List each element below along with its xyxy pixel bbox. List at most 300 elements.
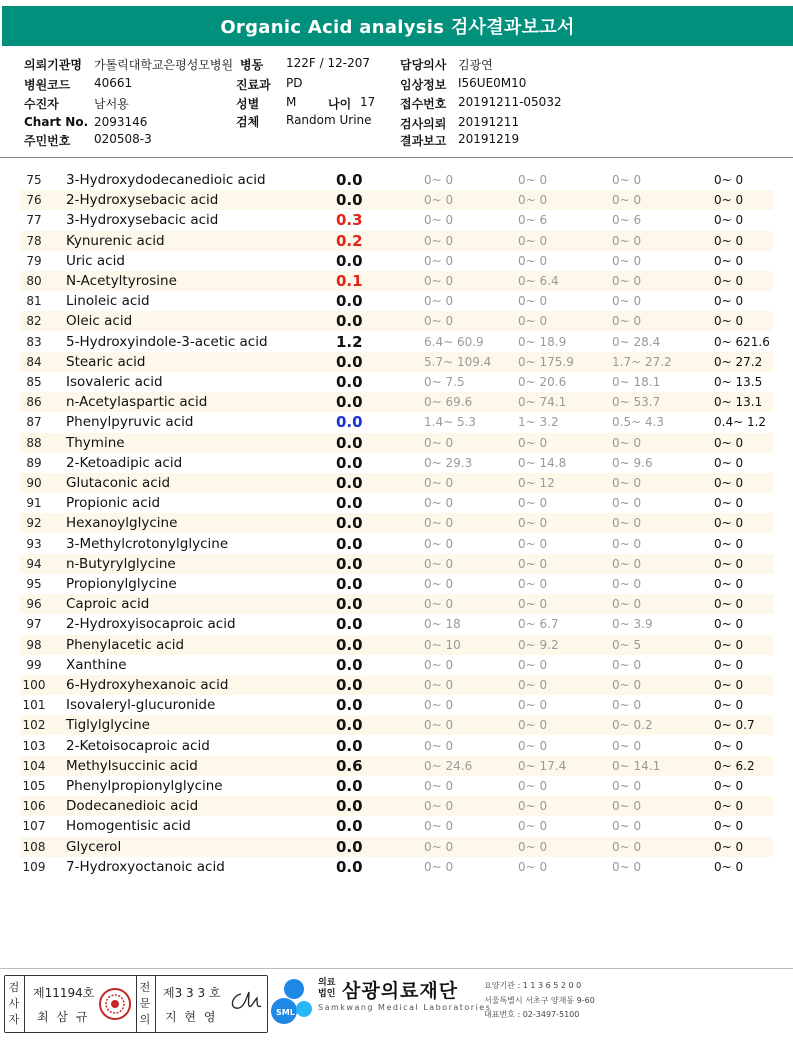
reference-range-4: 0~ 0 bbox=[714, 455, 744, 470]
reference-range-4: 0~ 0 bbox=[714, 314, 744, 329]
reference-range-4: 0~ 0 bbox=[714, 678, 744, 692]
reference-range-1: 0~ 29.3 bbox=[424, 455, 473, 470]
analyte-name: n-Butyrylglycine bbox=[66, 555, 176, 572]
patient-value: 남서용 bbox=[94, 97, 129, 111]
reference-range-3: 0~ 0 bbox=[612, 657, 642, 672]
result-value: 0.0 bbox=[336, 716, 363, 735]
result-row bbox=[20, 513, 773, 533]
result-row bbox=[20, 473, 773, 493]
reference-range-4: 0~ 0 bbox=[714, 637, 744, 652]
analyte-name: Phenylpyruvic acid bbox=[66, 414, 194, 431]
reference-range-4: 0~ 0 bbox=[714, 799, 744, 814]
result-number: 107 bbox=[22, 819, 46, 834]
result-row bbox=[20, 190, 773, 210]
reference-range-2: 1~ 3.2 bbox=[518, 415, 559, 430]
result-row bbox=[20, 231, 773, 251]
result-number: 96 bbox=[26, 597, 42, 612]
reference-range-1: 0~ 0 bbox=[424, 213, 454, 228]
reference-range-4: 0~ 0 bbox=[714, 859, 744, 874]
analyte-name: 2-Hydroxysebacic acid bbox=[66, 192, 219, 209]
reference-range-4: 0~ 0 bbox=[714, 839, 744, 854]
reference-range-4: 0~ 621.6 bbox=[714, 334, 770, 349]
analyte-name: Homogentisic acid bbox=[66, 818, 191, 835]
result-number: 79 bbox=[26, 253, 42, 268]
analyte-name: 3-Hydroxysebacic acid bbox=[66, 212, 219, 229]
divider bbox=[24, 976, 25, 1032]
dept-value: PD bbox=[286, 76, 303, 90]
result-number: 86 bbox=[26, 395, 42, 410]
result-value: 0.0 bbox=[336, 433, 363, 452]
seal-icon bbox=[97, 984, 133, 1024]
result-row bbox=[20, 433, 773, 453]
ward-value: 122F / 12-207 bbox=[286, 56, 370, 70]
analyte-name: 3-Methylcrotonylglycine bbox=[66, 535, 229, 552]
analyte-name: Dodecanedioic acid bbox=[66, 798, 199, 815]
result-row bbox=[20, 210, 773, 230]
report-title: Organic Acid analysis 검사결과보고서 bbox=[2, 6, 793, 46]
report-date: 20191219 bbox=[458, 132, 520, 146]
analyte-name: Phenylpropionylglycine bbox=[66, 778, 223, 794]
analyte-name: Glycerol bbox=[66, 838, 122, 855]
reference-range-1: 0~ 0 bbox=[424, 597, 454, 612]
result-row bbox=[20, 655, 773, 675]
reference-range-4: 0~ 13.5 bbox=[714, 375, 763, 389]
reference-range-2: 0~ 0 bbox=[518, 718, 548, 733]
chart-no-value: 2093146 bbox=[94, 115, 148, 129]
analyte-name: Propionic acid bbox=[66, 495, 161, 512]
reference-range-2: 0~ 0 bbox=[518, 577, 548, 591]
analyte-name: N-Acetyltyrosine bbox=[66, 273, 177, 289]
result-row bbox=[20, 594, 773, 614]
org-phone: 대표번호 : 02-3497-5100 bbox=[484, 1010, 580, 1019]
request-label: 검사의뢰 bbox=[400, 117, 447, 131]
reference-range-1: 0~ 18 bbox=[424, 617, 461, 632]
reference-range-4: 0~ 0 bbox=[714, 738, 744, 753]
reference-range-4: 0~ 0 bbox=[714, 819, 744, 834]
reference-range-2: 0~ 0 bbox=[518, 516, 548, 531]
analyte-name: Glutaconic acid bbox=[66, 475, 171, 491]
result-value: 0.0 bbox=[336, 413, 363, 432]
reference-range-2: 0~ 6.4 bbox=[518, 274, 559, 288]
result-number: 106 bbox=[22, 799, 46, 814]
result-row bbox=[20, 453, 773, 473]
reference-range-3: 0~ 3.9 bbox=[612, 617, 653, 632]
analyte-name: 3-Hydroxydodecanedioic acid bbox=[66, 172, 266, 188]
reference-range-1: 0~ 0 bbox=[424, 779, 454, 793]
reference-range-2: 0~ 9.2 bbox=[518, 637, 559, 652]
result-row bbox=[20, 796, 773, 816]
result-number: 101 bbox=[22, 698, 46, 713]
analyte-name: Uric acid bbox=[66, 252, 125, 269]
reference-range-3: 0.5~ 4.3 bbox=[612, 415, 665, 430]
reference-range-2: 0~ 0 bbox=[518, 819, 548, 834]
reference-range-1: 0~ 0 bbox=[424, 657, 454, 672]
doctor-label: 담당의사 bbox=[400, 58, 447, 72]
reference-range-3: 0~ 0 bbox=[612, 253, 642, 268]
specimen-value: Random Urine bbox=[286, 113, 372, 127]
reference-range-3: 0~ 0 bbox=[612, 476, 642, 490]
patient-label: 수진자 bbox=[24, 97, 59, 111]
specialist-label: 전문의 bbox=[139, 981, 151, 1026]
reference-range-1: 0~ 0 bbox=[424, 193, 454, 208]
result-number: 84 bbox=[26, 354, 42, 369]
specimen-label: 검체 bbox=[236, 115, 260, 129]
reference-range-4: 0~ 0 bbox=[714, 274, 744, 288]
result-row bbox=[20, 756, 773, 776]
reference-range-3: 0~ 0 bbox=[612, 799, 642, 814]
reference-range-2: 0~ 0 bbox=[518, 698, 548, 713]
analyte-name: Stearic acid bbox=[66, 353, 146, 370]
result-number: 98 bbox=[26, 637, 42, 652]
examiner-name: 최 삼 규 bbox=[37, 1010, 90, 1024]
institution-value: 가톨릭대학교은평성모병원 bbox=[94, 58, 234, 72]
analyte-name: Isovaleric acid bbox=[66, 374, 163, 390]
reference-range-2: 0~ 6.7 bbox=[518, 617, 559, 632]
result-number: 88 bbox=[26, 435, 42, 450]
reference-range-3: 0~ 14.1 bbox=[612, 758, 661, 773]
reference-range-3: 0~ 0.2 bbox=[612, 718, 653, 733]
result-value: 0.0 bbox=[336, 837, 363, 856]
reference-range-4: 0~ 0 bbox=[714, 193, 744, 208]
result-value: 0.0 bbox=[336, 251, 363, 270]
org-english-name: Samkwang Medical Laboratories bbox=[318, 1003, 492, 1012]
reference-range-4: 0~ 27.2 bbox=[714, 354, 763, 369]
reference-range-2: 0~ 0 bbox=[518, 779, 548, 793]
analyte-name: Isovaleryl-glucuronide bbox=[66, 697, 216, 714]
result-row bbox=[20, 635, 773, 655]
reference-range-2: 0~ 20.6 bbox=[518, 375, 567, 389]
reference-range-1: 0~ 0 bbox=[424, 435, 454, 450]
reference-range-3: 0~ 53.7 bbox=[612, 395, 661, 410]
divider bbox=[155, 976, 156, 1032]
result-row bbox=[20, 392, 773, 412]
reference-range-2: 0~ 0 bbox=[518, 314, 548, 329]
analyte-name: Phenylacetic acid bbox=[66, 636, 185, 653]
result-number: 105 bbox=[22, 779, 46, 793]
result-value: 0.0 bbox=[336, 171, 363, 189]
result-value: 0.6 bbox=[336, 756, 363, 775]
analyte-name: Xanthine bbox=[66, 656, 127, 673]
reference-range-2: 0~ 0 bbox=[518, 597, 548, 612]
reference-range-3: 0~ 0 bbox=[612, 435, 642, 450]
result-row bbox=[20, 170, 773, 190]
reference-range-1: 0~ 0 bbox=[424, 556, 454, 571]
reference-range-2: 0~ 0 bbox=[518, 496, 548, 511]
result-row bbox=[20, 493, 773, 513]
reference-range-3: 0~ 0 bbox=[612, 516, 642, 531]
result-number: 77 bbox=[26, 213, 42, 228]
reference-range-2: 0~ 18.9 bbox=[518, 334, 567, 349]
receipt-no-label: 접수번호 bbox=[400, 97, 447, 111]
reference-range-4: 0~ 0 bbox=[714, 556, 744, 571]
hospital-code-value: 40661 bbox=[94, 76, 133, 90]
reference-range-3: 0~ 0 bbox=[612, 274, 642, 288]
result-value: 0.0 bbox=[336, 292, 363, 311]
reference-range-1: 0~ 0 bbox=[424, 476, 454, 490]
reference-range-2: 0~ 0 bbox=[518, 556, 548, 571]
result-value: 0.3 bbox=[336, 211, 363, 230]
result-number: 81 bbox=[26, 294, 42, 309]
result-row bbox=[20, 614, 773, 634]
reference-range-3: 0~ 18.1 bbox=[612, 375, 661, 389]
result-row bbox=[20, 251, 773, 271]
result-value: 0.0 bbox=[336, 352, 363, 371]
reference-range-1: 0~ 0 bbox=[424, 516, 454, 531]
result-row bbox=[20, 372, 773, 392]
reference-range-3: 0~ 5 bbox=[612, 637, 642, 652]
header-divider bbox=[0, 157, 793, 158]
result-number: 76 bbox=[26, 193, 42, 208]
reference-range-1: 0~ 0 bbox=[424, 173, 454, 187]
result-value: 0.0 bbox=[336, 655, 363, 674]
reference-range-1: 0~ 0 bbox=[424, 718, 454, 733]
age-value: 17 bbox=[360, 95, 376, 109]
result-number: 83 bbox=[26, 334, 42, 349]
specialist-license: 제3 3 3 호 bbox=[163, 986, 221, 1000]
reference-range-1: 0~ 0 bbox=[424, 536, 454, 551]
reference-range-2: 0~ 0 bbox=[518, 173, 548, 187]
analyte-name: Tiglylglycine bbox=[66, 717, 150, 734]
reference-range-2: 0~ 0 bbox=[518, 839, 548, 854]
result-value: 0.0 bbox=[336, 736, 363, 755]
reference-range-4: 0~ 0 bbox=[714, 698, 744, 713]
reference-range-1: 0~ 0 bbox=[424, 496, 454, 511]
analyte-name: n-Acetylaspartic acid bbox=[66, 394, 208, 411]
reference-range-3: 0~ 0 bbox=[612, 819, 642, 834]
result-number: 82 bbox=[26, 314, 42, 329]
reference-range-1: 0~ 0 bbox=[424, 799, 454, 814]
result-number: 93 bbox=[26, 536, 42, 551]
reference-range-4: 0~ 0 bbox=[714, 516, 744, 531]
reference-range-3: 0~ 0 bbox=[612, 859, 642, 874]
reference-range-1: 0~ 0 bbox=[424, 253, 454, 268]
reference-range-2: 0~ 0 bbox=[518, 294, 548, 309]
id-label: 주민번호 bbox=[24, 134, 71, 148]
analyte-name: Kynurenic acid bbox=[66, 232, 165, 249]
org-institution-code: 요양기관 : 1 1 3 6 5 2 0 0 bbox=[484, 981, 582, 990]
result-value: 1.2 bbox=[336, 332, 363, 351]
reference-range-2: 0~ 0 bbox=[518, 193, 548, 208]
reference-range-3: 0~ 0 bbox=[612, 839, 642, 854]
result-number: 94 bbox=[26, 556, 42, 571]
result-number: 109 bbox=[22, 859, 46, 874]
signature-box bbox=[4, 975, 268, 1033]
result-row bbox=[20, 837, 773, 857]
result-value: 0.0 bbox=[336, 696, 363, 715]
reference-range-4: 0~ 6.2 bbox=[714, 758, 755, 773]
reference-range-2: 0~ 74.1 bbox=[518, 395, 567, 410]
result-row bbox=[20, 715, 773, 735]
result-number: 104 bbox=[22, 758, 46, 773]
result-row bbox=[20, 534, 773, 554]
analyte-name: Thymine bbox=[66, 434, 125, 451]
reference-range-3: 0~ 6 bbox=[612, 213, 642, 228]
doctor-value: 김광연 bbox=[458, 58, 493, 72]
reference-range-2: 0~ 0 bbox=[518, 435, 548, 450]
analyte-name: Methylsuccinic acid bbox=[66, 757, 198, 774]
result-row bbox=[20, 412, 773, 432]
reference-range-1: 0~ 0 bbox=[424, 738, 454, 753]
reference-range-3: 0~ 0 bbox=[612, 294, 642, 309]
reference-range-3: 0~ 9.6 bbox=[612, 455, 653, 470]
result-number: 95 bbox=[26, 577, 42, 591]
reference-range-4: 0~ 0 bbox=[714, 597, 744, 612]
reference-range-4: 0~ 0 bbox=[714, 233, 744, 248]
result-value: 0.0 bbox=[336, 817, 363, 836]
result-row bbox=[20, 736, 773, 756]
reference-range-4: 0~ 13.1 bbox=[714, 395, 763, 410]
result-value: 0.0 bbox=[336, 474, 363, 492]
reference-range-4: 0~ 0 bbox=[714, 536, 744, 551]
reference-range-1: 0~ 0 bbox=[424, 314, 454, 329]
reference-range-2: 0~ 6 bbox=[518, 213, 548, 228]
result-number: 100 bbox=[22, 678, 46, 692]
request-date: 20191211 bbox=[458, 115, 520, 129]
result-number: 92 bbox=[26, 516, 42, 531]
reference-range-3: 0~ 0 bbox=[612, 597, 642, 612]
reference-range-2: 0~ 17.4 bbox=[518, 758, 567, 773]
reference-range-3: 0~ 0 bbox=[612, 556, 642, 571]
report-label: 결과보고 bbox=[400, 134, 447, 148]
reference-range-4: 0~ 0 bbox=[714, 617, 744, 632]
result-number: 97 bbox=[26, 617, 42, 632]
result-value: 0.0 bbox=[336, 615, 363, 634]
result-value: 0.0 bbox=[336, 373, 363, 391]
result-row bbox=[20, 352, 773, 372]
chart-no-label: Chart No. bbox=[24, 115, 89, 129]
ward-label: 병동 bbox=[240, 58, 264, 72]
result-number: 80 bbox=[26, 274, 42, 288]
reference-range-1: 0~ 0 bbox=[424, 233, 454, 248]
result-value: 0.0 bbox=[336, 494, 363, 513]
result-value: 0.0 bbox=[336, 857, 363, 876]
result-row bbox=[20, 695, 773, 715]
result-value: 0.0 bbox=[336, 777, 363, 795]
reference-range-4: 0~ 0 bbox=[714, 577, 744, 591]
reference-range-1: 6.4~ 60.9 bbox=[424, 334, 484, 349]
result-value: 0.0 bbox=[336, 393, 363, 412]
footer-divider bbox=[0, 968, 793, 969]
result-number: 103 bbox=[22, 738, 46, 753]
signature-icon bbox=[227, 986, 263, 1016]
reference-range-1: 0~ 0 bbox=[424, 698, 454, 713]
reference-range-2: 0~ 12 bbox=[518, 476, 555, 490]
result-row bbox=[20, 291, 773, 311]
reference-range-2: 0~ 0 bbox=[518, 799, 548, 814]
age-label: 나이 bbox=[328, 97, 352, 111]
reference-range-4: 0.4~ 1.2 bbox=[714, 415, 767, 430]
result-value: 0.0 bbox=[336, 514, 363, 533]
reference-range-1: 0~ 69.6 bbox=[424, 395, 473, 410]
reference-range-3: 1.7~ 27.2 bbox=[612, 354, 672, 369]
patient-header bbox=[0, 50, 793, 154]
result-row bbox=[20, 574, 773, 594]
clinical-info-label: 임상정보 bbox=[400, 78, 447, 92]
reference-range-3: 0~ 0 bbox=[612, 738, 642, 753]
reference-range-1: 0~ 0 bbox=[424, 819, 454, 834]
result-value: 0.0 bbox=[336, 575, 363, 593]
analyte-name: 2-Ketoisocaproic acid bbox=[66, 737, 210, 754]
reference-range-1: 0~ 0 bbox=[424, 294, 454, 309]
reference-range-4: 0~ 0 bbox=[714, 496, 744, 511]
reference-range-4: 0~ 0 bbox=[714, 253, 744, 268]
result-row bbox=[20, 554, 773, 574]
result-row bbox=[20, 776, 773, 796]
divider bbox=[136, 976, 137, 1032]
reference-range-2: 0~ 0 bbox=[518, 678, 548, 692]
reference-range-1: 1.4~ 5.3 bbox=[424, 415, 477, 430]
result-value: 0.0 bbox=[336, 635, 363, 654]
result-value: 0.0 bbox=[336, 797, 363, 816]
analyte-name: Oleic acid bbox=[66, 313, 133, 330]
analyte-name: 5-Hydroxyindole-3-acetic acid bbox=[66, 333, 268, 350]
examiner-license: 제11194호 bbox=[33, 986, 95, 1000]
reference-range-2: 0~ 0 bbox=[518, 233, 548, 248]
sml-logo-icon bbox=[270, 975, 316, 1027]
result-value: 0.0 bbox=[336, 676, 363, 694]
examiner-label: 검사자 bbox=[8, 981, 20, 1026]
org-name: 삼광의료재단 bbox=[342, 980, 459, 1002]
result-number: 75 bbox=[26, 173, 42, 187]
reference-range-1: 0~ 0 bbox=[424, 678, 454, 692]
reference-range-2: 0~ 0 bbox=[518, 859, 548, 874]
reference-range-1: 0~ 0 bbox=[424, 274, 454, 288]
analyte-name: Caproic acid bbox=[66, 596, 150, 613]
reference-range-2: 0~ 0 bbox=[518, 253, 548, 268]
reference-range-2: 0~ 0 bbox=[518, 738, 548, 753]
result-row bbox=[20, 816, 773, 836]
reference-range-3: 0~ 0 bbox=[612, 678, 642, 692]
result-number: 99 bbox=[26, 657, 42, 672]
result-value: 0.2 bbox=[336, 231, 363, 250]
reference-range-3: 0~ 0 bbox=[612, 698, 642, 713]
specialist-name: 지 현 영 bbox=[165, 1010, 218, 1024]
result-row bbox=[20, 332, 773, 352]
reference-range-1: 0~ 10 bbox=[424, 637, 461, 652]
reference-range-3: 0~ 0 bbox=[612, 233, 642, 248]
reference-range-4: 0~ 0 bbox=[714, 779, 744, 793]
analyte-name: Hexanoylglycine bbox=[66, 515, 178, 532]
reference-range-4: 0~ 0 bbox=[714, 294, 744, 309]
dept-label: 진료과 bbox=[236, 78, 271, 92]
org-address: 서울특별시 서초구 양재동 9-60 bbox=[484, 996, 595, 1005]
reference-range-3: 0~ 28.4 bbox=[612, 334, 661, 349]
reference-range-3: 0~ 0 bbox=[612, 577, 642, 591]
result-row bbox=[20, 311, 773, 331]
sex-value: M bbox=[286, 95, 297, 109]
reference-range-1: 0~ 0 bbox=[424, 577, 454, 591]
analyte-name: Propionylglycine bbox=[66, 576, 177, 592]
reference-range-3: 0~ 0 bbox=[612, 496, 642, 511]
analyte-name: Linoleic acid bbox=[66, 293, 150, 310]
reference-range-2: 0~ 14.8 bbox=[518, 455, 567, 470]
reference-range-1: 0~ 0 bbox=[424, 859, 454, 874]
result-number: 78 bbox=[26, 233, 42, 248]
reference-range-2: 0~ 0 bbox=[518, 536, 548, 551]
clinical-info-value: I56UE0M10 bbox=[458, 76, 527, 90]
reference-range-1: 5.7~ 109.4 bbox=[424, 354, 492, 369]
reference-range-3: 0~ 0 bbox=[612, 314, 642, 329]
result-value: 0.0 bbox=[336, 312, 363, 331]
result-value: 0.0 bbox=[336, 595, 363, 614]
result-value: 0.0 bbox=[336, 453, 363, 472]
reference-range-2: 0~ 0 bbox=[518, 657, 548, 672]
result-value: 0.0 bbox=[336, 191, 363, 210]
reference-range-4: 0~ 0 bbox=[714, 435, 744, 450]
reference-range-4: 0~ 0 bbox=[714, 213, 744, 228]
analyte-name: 2-Ketoadipic acid bbox=[66, 454, 183, 471]
result-value: 0.1 bbox=[336, 272, 363, 290]
